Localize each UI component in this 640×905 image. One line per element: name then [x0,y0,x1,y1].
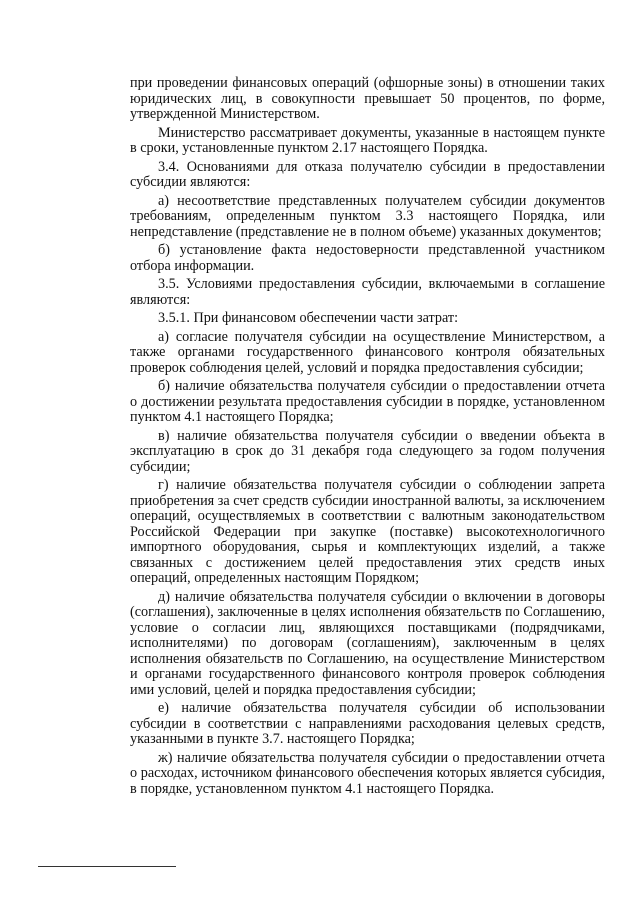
paragraph-2: Министерство рассматривает документы, указанные в настоящем пункте в сроки, установленные пунктом 2.17 настоящего Порядка. [130,124,605,156]
paragraph-7: 3.5.1. При финансовом обеспечении части затрат: [158,310,459,326]
paragraph-12: д) наличие обязательства получателя субсидии о включении в договоры (соглашения), заключенные в целях исполнения обязательств по Соглашению, условие о согласии лиц, являющихся поставщиками (подрядчиками, исполнителями) по договорам (соглашениям), заключенным в целях исполнения обязательств по Соглашению, на осуществление Министерством и органами государственного финансового контроля проверок соблюдения ими условий, целей и порядка предоставления субсидии; [130,588,605,698]
paragraph-11: г) наличие обязательства получателя субсидии о соблюдении запрета приобретения за счет средств субсидии иностранной валюты, за исключением операций, осуществляемых в соответствии с валютным законодательством Российской Федерации при закупке (поставке) высокотехнологичного импортного оборудования, сырья и комплектующих изделий, а также связанных с достижением целей предоставления этих средств иных операций, определенных настоящим Порядком; [130,477,605,586]
paragraph-13: е) наличие обязательства получателя субсидии об использовании субсидии в соответствии с направлениями расходования целевых средств, указанными в пункте 3.7. настоящего Порядка; [130,700,605,747]
paragraph-14: ж) наличие обязательства получателя субсидии о предоставлении отчета о расходах, источником финансового обеспечения которых является субсидия, в порядке, установленном пунктом 4.1 настоящего Порядка. [130,749,605,797]
paragraph-9: б) наличие обязательства получателя субсидии о предоставлении отчета о достижении результата предоставления субсидии в порядке, установленном пунктом 4.1 настоящего Порядка; [130,378,605,425]
paragraph-5: б) установление факта недостоверности представленной участником отбора информации. [130,242,605,274]
paragraph-6: 3.5. Условиями предоставления субсидии, включаемыми в соглашение являются: [130,276,605,308]
paragraph-8: а) согласие получателя субсидии на осуществление Министерством, а также органами государственного финансового контроля обязательных проверок соблюдения целей, условий и порядка предоставления субсидии; [130,328,605,376]
paragraph-4: а) несоответствие представленных получателем субсидии документов требованиям, определенным пунктом 3.3 настоящего Порядка, или непредставление (представление не в полном объеме) указанных документов; [130,192,605,240]
paragraph-3: 3.4. Основаниями для отказа получателю субсидии в предоставлении субсидии являются: [130,158,605,190]
document-page [130,76,605,800]
footer-rule [38,866,176,867]
paragraph-1: при проведении финансовых операций (офшорные зоны) в отношении таких юридических лиц, в совокупности превышает 50 процентов, по форме, утвержденной Министерством. [130,75,605,122]
paragraph-10: в) наличие обязательства получателя субсидии о введении объекта в эксплуатацию в срок до 31 декабря года следующего за годом получения субсидии; [130,427,605,475]
